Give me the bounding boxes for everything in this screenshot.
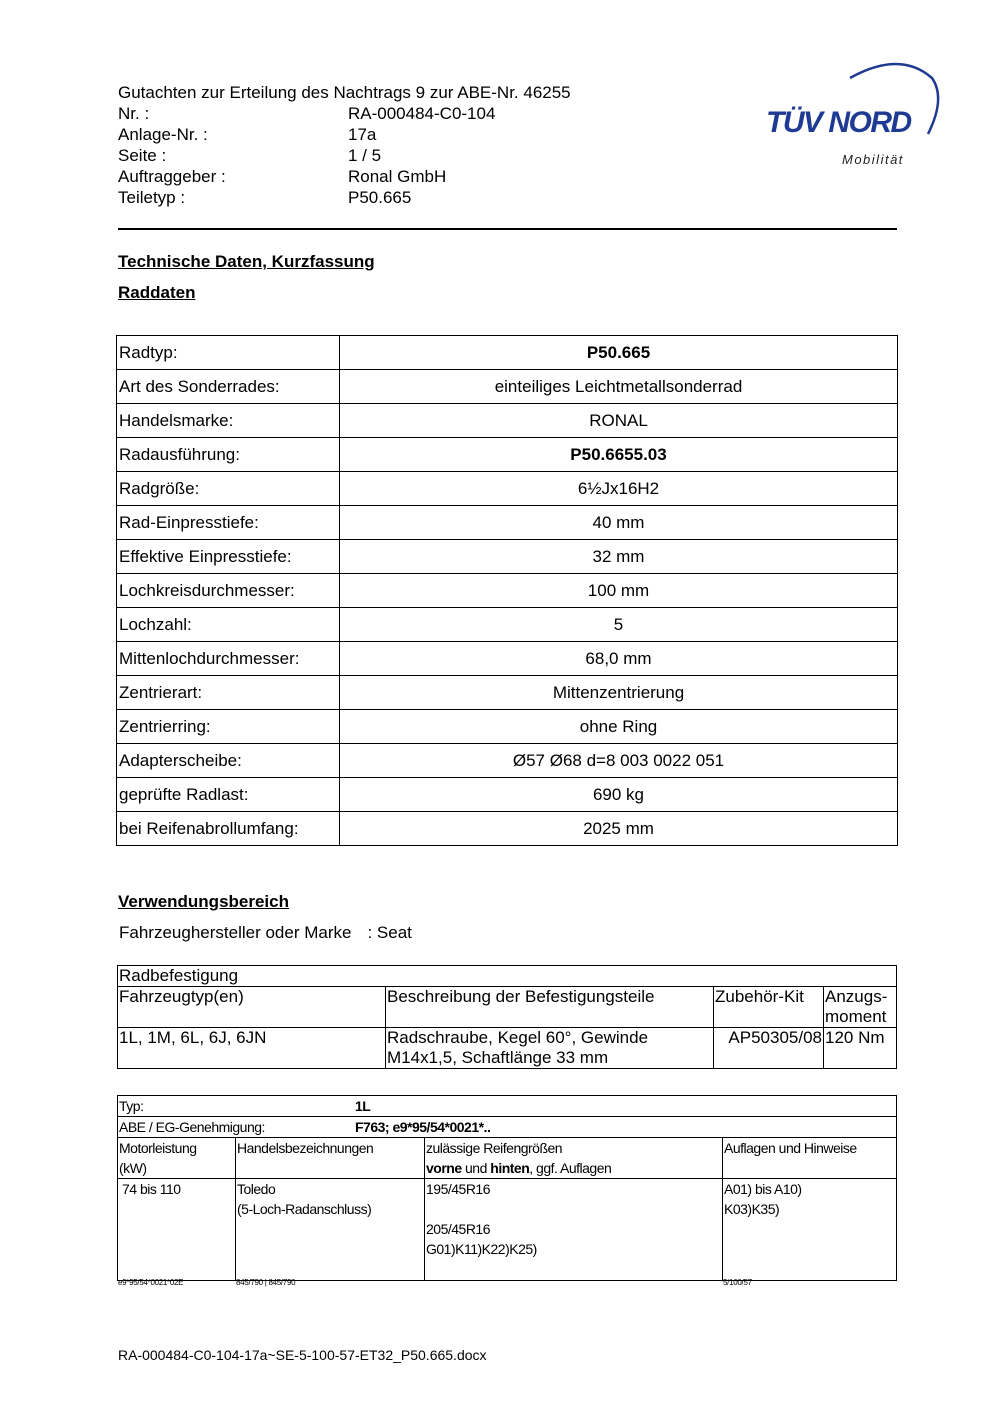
raddaten-label: geprüfte Radlast: <box>117 778 340 812</box>
handelsbezeichnung-cell <box>236 1179 425 1281</box>
typ-table <box>117 1095 897 1281</box>
hinten-label: hinten <box>490 1160 530 1176</box>
header-value: RA-000484-C0-104 <box>348 104 496 123</box>
raddaten-value: 100 mm <box>340 574 898 608</box>
raddaten-value: Mittenzentrierung <box>340 676 898 710</box>
table-header-row <box>118 987 897 1028</box>
raddaten-value: P50.6655.03 <box>340 438 898 472</box>
header-label: Teiletyp : <box>118 188 186 207</box>
header-label: Seite : <box>118 146 167 165</box>
raddaten-value: einteiliges Leichtmetallsonderrad <box>340 370 898 404</box>
table-header-row <box>118 1138 897 1179</box>
table-row <box>117 506 898 540</box>
abe-value: F763; e9*95/54*0021*.. <box>355 1119 491 1135</box>
column-header <box>824 987 897 1028</box>
raddaten-value: Ø57 Ø68 d=8 003 0022 051 <box>340 744 898 778</box>
raddaten-label: Lochzahl: <box>117 608 340 642</box>
column-header: Auflagen und Hinweise <box>723 1138 897 1179</box>
header-value: P50.665 <box>348 188 412 207</box>
raddaten-table <box>116 335 898 846</box>
fahrzeughersteller-line <box>119 923 412 943</box>
tiny-code-b: 845/790 | 845/790 <box>236 1278 296 1287</box>
column-header-line: Motorleistung <box>119 1140 197 1156</box>
abe-label: ABE / EG-Genehmigung: <box>119 1119 265 1135</box>
raddaten-value: ohne Ring <box>340 710 898 744</box>
tiny-code-c: 5/100/57 <box>723 1278 752 1287</box>
table-row <box>117 744 898 778</box>
raddaten-value: 2025 mm <box>340 812 898 846</box>
beschreibung-line: Radschraube, Kegel 60°, Gewinde <box>387 1028 649 1047</box>
column-header: Handelsbezeichnungen <box>236 1138 425 1179</box>
table-row <box>118 966 897 987</box>
motorleistung-cell: 74 bis 110 <box>118 1179 236 1281</box>
raddaten-label: Lochkreisdurchmesser: <box>117 574 340 608</box>
befestigung-title: Radbefestigung <box>118 966 897 987</box>
table-row <box>117 540 898 574</box>
abe-cell <box>118 1117 897 1138</box>
table-row <box>117 676 898 710</box>
raddaten-value: 5 <box>340 608 898 642</box>
table-row <box>117 642 898 676</box>
heading-raddaten: Raddaten <box>118 283 196 302</box>
header-value: Ronal GmbH <box>348 167 447 186</box>
table-row <box>117 370 898 404</box>
tiny-code-a: e9*95/54*0021*02E <box>118 1278 184 1287</box>
raddaten-value: 690 kg <box>340 778 898 812</box>
raddaten-value: 68,0 mm <box>340 642 898 676</box>
reifengroessen-cell <box>425 1179 723 1281</box>
table-row <box>118 1096 897 1117</box>
heading-verwendungsbereich: Verwendungsbereich <box>118 892 289 911</box>
raddaten-label: Adapterscheibe: <box>117 744 340 778</box>
raddaten-value: P50.665 <box>340 336 898 370</box>
handels-line: (5-Loch-Radanschluss) <box>237 1201 372 1217</box>
header-field-seite <box>118 145 571 166</box>
raddaten-label: bei Reifenabrollumfang: <box>117 812 340 846</box>
header-label: Auftraggeber : <box>118 167 226 186</box>
header-value: 1 / 5 <box>348 146 382 165</box>
table-row <box>117 710 898 744</box>
tuv-nord-logo <box>760 56 945 176</box>
footer-filename: RA-000484-C0-104-17a~SE-5-100-57-ET32_P50.665.docx <box>118 1347 487 1363</box>
typ-label: Typ: <box>119 1098 144 1114</box>
radbefestigung-table <box>117 965 897 1069</box>
column-header: Fahrzeugtyp(en) <box>118 987 386 1028</box>
raddaten-label: Art des Sonderrades: <box>117 370 340 404</box>
table-row <box>118 1179 897 1281</box>
table-row <box>117 404 898 438</box>
header-field-anlage <box>118 124 571 145</box>
table-row <box>117 438 898 472</box>
header-label: Nr. : <box>118 104 150 123</box>
typ-value: 1L <box>355 1098 371 1114</box>
typ-cell <box>118 1096 897 1117</box>
logo-subtitle: Mobilität <box>842 152 904 167</box>
document-header <box>118 82 571 208</box>
anzugsmoment-cell: 120 Nm <box>824 1028 897 1069</box>
auflagen-cell <box>723 1179 897 1281</box>
raddaten-label: Radtyp: <box>117 336 340 370</box>
raddaten-value: RONAL <box>340 404 898 438</box>
zubehoer-kit-cell: AP50305/08 <box>714 1028 824 1069</box>
column-header <box>425 1138 723 1179</box>
beschreibung-cell <box>386 1028 714 1069</box>
reifen-line: 195/45R16 <box>426 1181 491 1197</box>
raddaten-label: Handelsmarke: <box>117 404 340 438</box>
raddaten-label: Zentrierart: <box>117 676 340 710</box>
column-header: Beschreibung der Befestigungsteile <box>386 987 714 1028</box>
column-header-line: zulässige Reifengrößen <box>426 1140 563 1156</box>
raddaten-label: Rad-Einpresstiefe: <box>117 506 340 540</box>
beschreibung-line: M14x1,5, Schaftlänge 33 mm <box>387 1048 609 1067</box>
hersteller-label: Fahrzeughersteller oder Marke <box>119 923 352 942</box>
hersteller-separator: : <box>367 923 373 942</box>
table-row <box>118 1117 897 1138</box>
table-row <box>117 812 898 846</box>
column-header-line: (kW) <box>119 1160 147 1176</box>
header-field-teiletyp <box>118 187 571 208</box>
raddaten-label: Mittenlochdurchmesser: <box>117 642 340 676</box>
table-row <box>117 336 898 370</box>
column-header-line: Anzugs- <box>825 987 888 1006</box>
column-header: Zubehör-Kit <box>714 987 824 1028</box>
header-divider <box>118 228 897 230</box>
fahrzeugtypen-cell: 1L, 1M, 6L, 6J, 6JN <box>118 1028 386 1069</box>
column-header-line: moment <box>825 1007 887 1026</box>
und-label: und <box>461 1160 491 1176</box>
vorne-label: vorne <box>426 1160 462 1176</box>
raddaten-label: Effektive Einpresstiefe: <box>117 540 340 574</box>
header-field-auftraggeber <box>118 166 571 187</box>
auflagen-suffix: , ggf. Auflagen <box>529 1160 612 1176</box>
column-header <box>118 1138 236 1179</box>
header-label: Anlage-Nr. : <box>118 125 208 144</box>
hersteller-value: Seat <box>376 923 412 942</box>
raddaten-value: 32 mm <box>340 540 898 574</box>
raddaten-value: 6½Jx16H2 <box>340 472 898 506</box>
reifen-line: 205/45R16 <box>426 1221 491 1237</box>
document-title: Gutachten zur Erteilung des Nachtrags 9 zur ABE-Nr. 46255 <box>118 83 571 102</box>
header-field-nr <box>118 103 571 124</box>
raddaten-label: Radausführung: <box>117 438 340 472</box>
table-row <box>117 608 898 642</box>
auflagen-line: A01) bis A10) <box>724 1181 802 1197</box>
column-header-line <box>426 1158 721 1178</box>
table-row <box>117 574 898 608</box>
auflagen-line: K03)K35) <box>724 1201 780 1217</box>
table-row <box>118 1028 897 1069</box>
raddaten-label: Zentrierring: <box>117 710 340 744</box>
raddaten-label: Radgröße: <box>117 472 340 506</box>
logo-brand: TÜV NORD <box>766 106 911 139</box>
table-row <box>117 778 898 812</box>
header-value: 17a <box>348 125 377 144</box>
reifen-line: G01)K11)K22)K25) <box>426 1241 537 1257</box>
handels-line: Toledo <box>237 1181 276 1197</box>
spacer <box>426 1199 721 1219</box>
raddaten-value: 40 mm <box>340 506 898 540</box>
table-row <box>117 472 898 506</box>
heading-technische-daten: Technische Daten, Kurzfassung <box>118 252 375 271</box>
